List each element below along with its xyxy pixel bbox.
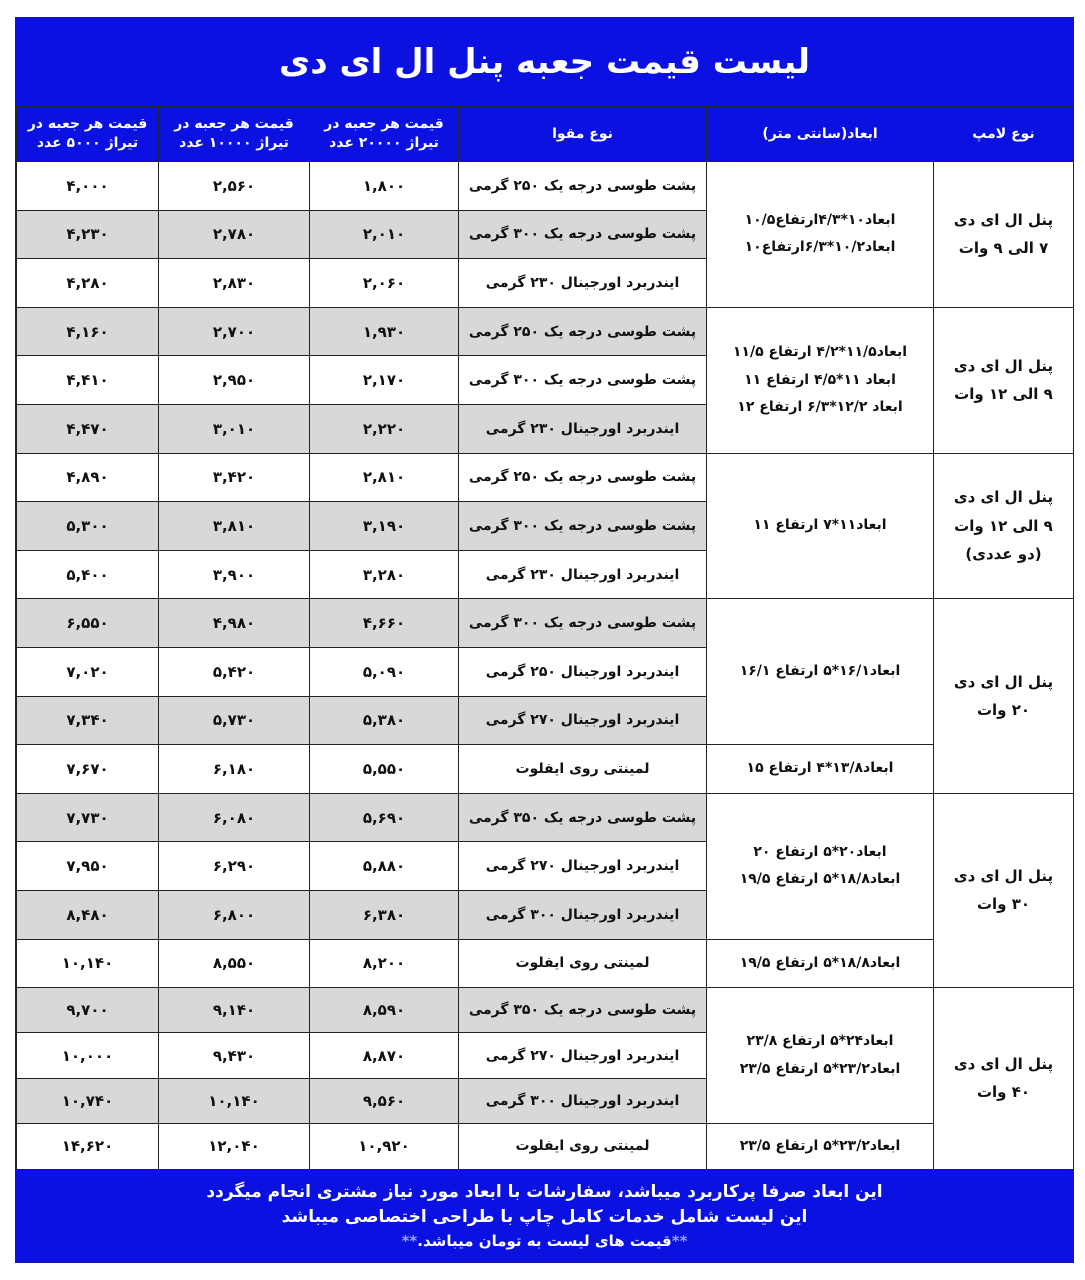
price-20000-cell: ۳,۲۸۰: [310, 550, 459, 599]
price-5000-cell: ۴,۲۸۰: [17, 259, 159, 308]
price-5000-cell: ۷,۹۵۰: [17, 842, 159, 891]
cardboard-type-cell: پشت طوسی درجه یک ۲۵۰ گرمی: [459, 307, 707, 356]
price-20000-cell: ۱,۹۳۰: [310, 307, 459, 356]
lamp-type-cell: [934, 988, 1074, 1170]
dimensions-cell: [707, 939, 934, 988]
lamp-type-cell: [934, 453, 1074, 599]
price-5000-cell: ۷,۷۳۰: [17, 793, 159, 842]
footnote-mark-end: **: [401, 1232, 418, 1250]
price-20000-cell: ۲,۲۲۰: [310, 404, 459, 453]
lamp-type-cell: [934, 599, 1074, 793]
header-dimensions: ابعاد(سانتی متر): [707, 107, 934, 162]
cardboard-type-cell: پشت طوسی درجه یک ۳۵۰ گرمی: [459, 988, 707, 1033]
price-5000-cell: ۹,۷۰۰: [17, 988, 159, 1033]
table-row: [17, 1124, 1074, 1169]
cardboard-type-cell: پشت طوسی درجه یک ۳۰۰ گرمی: [459, 502, 707, 551]
table-row: [17, 988, 1074, 1033]
header-price-5000: [17, 107, 159, 162]
price-5000-cell: ۷,۰۲۰: [17, 647, 159, 696]
dimensions-cell: [707, 307, 934, 453]
price-5000-cell: ۱۰,۰۰۰: [17, 1033, 159, 1078]
dimension-line: ابعاد۱۸/۸*۵ ارتفاع ۱۹/۵: [739, 871, 901, 888]
price-20000-cell: ۵,۳۸۰: [310, 696, 459, 745]
price-10000-cell: ۴,۹۸۰: [159, 599, 310, 648]
price-5000-cell: ۴,۱۶۰: [17, 307, 159, 356]
price-10000-cell: ۲,۵۶۰: [159, 162, 310, 211]
price-10000-cell: ۲,۷۸۰: [159, 210, 310, 259]
price-20000-cell: ۵,۸۸۰: [310, 842, 459, 891]
cardboard-type-cell: ایندربرد اورجینال ۲۵۰ گرمی: [459, 647, 707, 696]
price-list-sheet: [15, 17, 1074, 1263]
price-20000-cell: ۲,۸۱۰: [310, 453, 459, 502]
footer-notes: [16, 1170, 1073, 1262]
cardboard-type-cell: پشت طوسی درجه یک ۲۵۰ گرمی: [459, 453, 707, 502]
price-5000-cell: ۸,۴۸۰: [17, 890, 159, 939]
price-table: [16, 106, 1074, 1170]
header-price-20000-line2: تیراژ ۲۰۰۰۰ عدد: [329, 135, 439, 151]
cardboard-type-cell: لمینتی روی ایفلوت: [459, 1124, 707, 1169]
dimensions-cell: [707, 162, 934, 308]
cardboard-type-cell: ایندربرد اورجینال ۳۰۰ گرمی: [459, 890, 707, 939]
price-20000-cell: ۶,۳۸۰: [310, 890, 459, 939]
header-price-20000: [310, 107, 459, 162]
dimension-line: ابعاد۱۶/۱*۵ ارتفاع ۱۶/۱: [739, 663, 901, 680]
dimensions-cell: [707, 988, 934, 1124]
price-5000-cell: ۷,۶۷۰: [17, 745, 159, 794]
cardboard-type-cell: ایندربرد اورجینال ۲۳۰ گرمی: [459, 550, 707, 599]
lamp-type-line: پنل ال ای دی: [953, 210, 1054, 229]
price-10000-cell: ۳,۹۰۰: [159, 550, 310, 599]
dimension-line: ابعاد۱۱*۷ ارتفاع ۱۱: [753, 517, 887, 534]
price-5000-cell: ۷,۳۴۰: [17, 696, 159, 745]
dimensions-cell: [707, 599, 934, 745]
lamp-type-cell: [934, 162, 1074, 308]
price-10000-cell: ۱۰,۱۴۰: [159, 1078, 310, 1123]
cardboard-type-cell: ایندربرد اورجینال ۲۷۰ گرمی: [459, 842, 707, 891]
header-price-20000-line1: قیمت هر جعبه در: [324, 116, 444, 133]
footer-note-services: این لیست شامل خدمات کامل چاپ با طراحی اختصاصی میباشد: [281, 1207, 808, 1227]
header-price-5000-line2: تیراژ ۵۰۰۰ عدد: [36, 135, 139, 151]
cardboard-type-cell: پشت طوسی درجه یک ۳۰۰ گرمی: [459, 599, 707, 648]
price-20000-cell: ۸,۲۰۰: [310, 939, 459, 988]
price-10000-cell: ۲,۸۳۰: [159, 259, 310, 308]
lamp-type-line: ۷ الی ۹ وات: [958, 239, 1049, 258]
price-20000-cell: ۲,۰۶۰: [310, 259, 459, 308]
table-row: [17, 162, 1074, 211]
header-price-10000: [159, 107, 310, 162]
cardboard-type-cell: ایندربرد اورجینال ۳۰۰ گرمی: [459, 1078, 707, 1123]
footnote-mark: **: [671, 1232, 688, 1250]
price-10000-cell: ۶,۰۸۰: [159, 793, 310, 842]
price-10000-cell: ۳,۴۲۰: [159, 453, 310, 502]
lamp-type-line: پنل ال ای دی: [953, 356, 1054, 375]
lamp-type-line: ۹ الی ۱۲ وات: [954, 385, 1053, 404]
cardboard-type-cell: ایندربرد اورجینال ۲۷۰ گرمی: [459, 696, 707, 745]
footer-note-currency: [402, 1232, 688, 1250]
cardboard-type-cell: لمینتی روی ایفلوت: [459, 745, 707, 794]
price-5000-cell: ۴,۴۱۰: [17, 356, 159, 405]
header-price-10000-line1: قیمت هر جعبه در: [174, 116, 294, 133]
dimension-line: ابعاد ۱۲/۲*۶/۳ ارتفاع ۱۲: [737, 398, 903, 415]
lamp-type-line: (دو عددی): [965, 545, 1042, 564]
price-20000-cell: ۲,۰۱۰: [310, 210, 459, 259]
header-price-5000-line1: قیمت هر جعبه در: [27, 116, 148, 133]
header-cardboard-type: نوع مقوا: [459, 107, 707, 162]
price-10000-cell: ۱۲,۰۴۰: [159, 1124, 310, 1169]
price-10000-cell: ۳,۰۱۰: [159, 404, 310, 453]
header-row: [17, 107, 1074, 162]
price-5000-cell: ۵,۴۰۰: [17, 550, 159, 599]
price-5000-cell: ۴,۰۰۰: [17, 162, 159, 211]
dimension-line: ابعاد۱۰*۴/۳ارتفاع۱۰/۵: [744, 212, 896, 229]
cardboard-type-cell: ایندربرد اورجینال ۲۷۰ گرمی: [459, 1033, 707, 1078]
dimension-line: ابعاد۱۳/۸*۴ ارتفاع ۱۵: [746, 760, 894, 777]
price-10000-cell: ۶,۸۰۰: [159, 890, 310, 939]
dimension-line: ابعاد۲۰*۵ ارتفاع ۲۰: [753, 843, 887, 860]
price-5000-cell: ۴,۸۹۰: [17, 453, 159, 502]
price-table-body: [17, 162, 1074, 1170]
lamp-type-line: ۴۰ وات: [976, 1083, 1031, 1102]
lamp-type-line: ۹ الی ۱۲ وات: [954, 516, 1053, 535]
price-10000-cell: ۵,۴۲۰: [159, 647, 310, 696]
price-5000-cell: ۶,۵۵۰: [17, 599, 159, 648]
price-20000-cell: ۹,۵۶۰: [310, 1078, 459, 1123]
price-10000-cell: ۶,۱۸۰: [159, 745, 310, 794]
footer-note-dimensions: این ابعاد صرفا پرکاربرد میباشد، سفارشات با ابعاد مورد نیاز مشتری انجام میگردد: [206, 1182, 883, 1202]
dimension-line: ابعاد۲۴*۵ ارتفاع ۲۳/۸: [746, 1033, 894, 1050]
table-row: [17, 939, 1074, 988]
cardboard-type-cell: پشت طوسی درجه یک ۳۵۰ گرمی: [459, 793, 707, 842]
table-row: [17, 453, 1074, 502]
cardboard-type-cell: ایندربرد اورجینال ۲۳۰ گرمی: [459, 259, 707, 308]
lamp-type-line: ۳۰ وات: [976, 895, 1031, 914]
price-10000-cell: ۵,۷۳۰: [159, 696, 310, 745]
price-20000-cell: ۵,۶۹۰: [310, 793, 459, 842]
price-5000-cell: ۱۰,۱۴۰: [17, 939, 159, 988]
price-10000-cell: ۸,۵۵۰: [159, 939, 310, 988]
dimension-line: ابعاد۱۰/۲*۶/۳ارتفاع۱۰: [744, 239, 896, 256]
price-10000-cell: ۲,۹۵۰: [159, 356, 310, 405]
price-20000-cell: ۳,۱۹۰: [310, 502, 459, 551]
price-5000-cell: ۴,۲۳۰: [17, 210, 159, 259]
dimension-line: ابعاد۱۸/۸*۵ ارتفاع ۱۹/۵: [739, 954, 901, 971]
price-10000-cell: ۹,۴۳۰: [159, 1033, 310, 1078]
price-5000-cell: ۱۰,۷۴۰: [17, 1078, 159, 1123]
header-price-10000-line2: تیراژ ۱۰۰۰۰ عدد: [179, 135, 289, 151]
dimension-line: ابعاد ۱۱*۴/۵ ارتفاع ۱۱: [744, 371, 896, 388]
price-20000-cell: ۱,۸۰۰: [310, 162, 459, 211]
dimensions-cell: [707, 1124, 934, 1169]
dimension-line: ابعاد۲۳/۲*۵ ارتفاع ۲۳/۵: [739, 1060, 901, 1077]
price-5000-cell: ۵,۳۰۰: [17, 502, 159, 551]
table-row: [17, 307, 1074, 356]
header-lamp-type: نوع لامپ: [934, 107, 1074, 162]
price-10000-cell: ۹,۱۴۰: [159, 988, 310, 1033]
table-row: [17, 599, 1074, 648]
cardboard-type-cell: لمینتی روی ایفلوت: [459, 939, 707, 988]
price-20000-cell: ۸,۵۹۰: [310, 988, 459, 1033]
lamp-type-line: پنل ال ای دی: [953, 866, 1054, 885]
price-20000-cell: ۸,۸۷۰: [310, 1033, 459, 1078]
lamp-type-line: پنل ال ای دی: [953, 672, 1054, 691]
lamp-type-cell: [934, 307, 1074, 453]
lamp-type-line: پنل ال ای دی: [953, 1054, 1054, 1073]
lamp-type-cell: [934, 793, 1074, 987]
price-20000-cell: ۱۰,۹۲۰: [310, 1124, 459, 1169]
price-20000-cell: ۴,۶۶۰: [310, 599, 459, 648]
price-5000-cell: ۱۴,۶۲۰: [17, 1124, 159, 1169]
price-10000-cell: ۳,۸۱۰: [159, 502, 310, 551]
price-10000-cell: ۲,۷۰۰: [159, 307, 310, 356]
dimensions-cell: [707, 793, 934, 939]
price-5000-cell: ۴,۴۷۰: [17, 404, 159, 453]
cardboard-type-cell: ایندربرد اورجینال ۲۳۰ گرمی: [459, 404, 707, 453]
footer-note-currency-text: قیمت های لیست به تومان میباشد.: [417, 1232, 672, 1250]
lamp-type-line: ۲۰ وات: [976, 701, 1031, 720]
price-10000-cell: ۶,۲۹۰: [159, 842, 310, 891]
cardboard-type-cell: پشت طوسی درجه یک ۳۰۰ گرمی: [459, 356, 707, 405]
table-row: [17, 793, 1074, 842]
dimensions-cell: [707, 745, 934, 794]
lamp-type-line: پنل ال ای دی: [953, 488, 1054, 507]
dimension-line: ابعاد۲۳/۲*۵ ارتفاع ۲۳/۵: [739, 1137, 901, 1154]
cardboard-type-cell: پشت طوسی درجه یک ۲۵۰ گرمی: [459, 162, 707, 211]
dimensions-cell: [707, 453, 934, 599]
price-20000-cell: ۵,۰۹۰: [310, 647, 459, 696]
price-20000-cell: ۵,۵۵۰: [310, 745, 459, 794]
table-row: [17, 745, 1074, 794]
page-title: لیست قیمت جعبه پنل ال ای دی: [16, 18, 1073, 106]
cardboard-type-cell: پشت طوسی درجه یک ۳۰۰ گرمی: [459, 210, 707, 259]
price-20000-cell: ۲,۱۷۰: [310, 356, 459, 405]
dimension-line: ابعاد۱۱/۵*۴/۲ ارتفاع ۱۱/۵: [732, 344, 908, 361]
